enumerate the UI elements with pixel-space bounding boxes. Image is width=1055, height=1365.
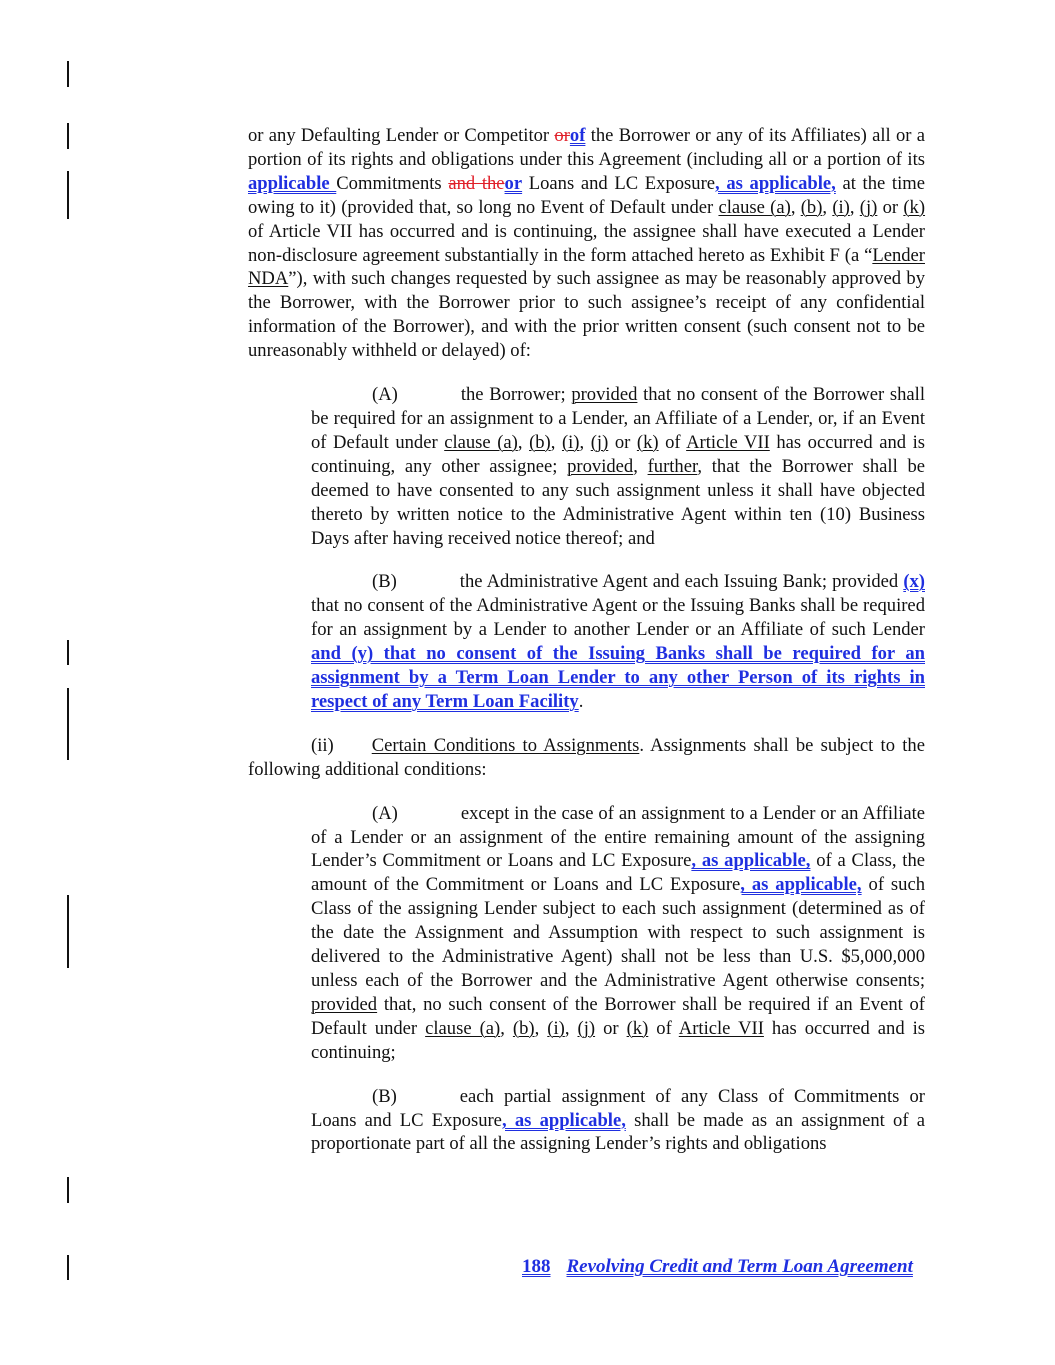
text: shall be made as an assignment of a proportionate part of all the assigning Lender’s rights and obligations	[311, 1109, 926, 1155]
article-reference: Article VII	[678, 1017, 764, 1039]
clause-reference: (b)	[512, 1017, 535, 1039]
change-bar	[67, 61, 69, 87]
clause-reference: (j)	[577, 1017, 596, 1039]
change-bar	[67, 171, 69, 219]
inserted-text: or	[504, 172, 523, 194]
inserted-text: , as applicable,	[691, 850, 811, 872]
paragraph-assignment-consent	[248, 124, 925, 363]
text: or	[608, 431, 637, 453]
inserted-text: , as applicable,	[501, 1109, 626, 1131]
defined-term: Lender NDA	[248, 244, 925, 290]
text: of such Class of the assigning Lender subject to each such assignment (determined as of the date the Assignment and Assumption with respect to such assignment is delivered to the Administrative Agent) shall not be less than U.S. $5,000,000 unless each of the Borrower and the Administrative Agent otherwise consents;	[311, 874, 926, 991]
text: .	[578, 690, 584, 712]
clause-reference: (k)	[626, 1017, 649, 1039]
inserted-text: applicable	[248, 172, 337, 194]
text: or	[877, 196, 904, 218]
item-label: (B)	[372, 571, 397, 593]
item-label: (B)	[372, 1085, 397, 1107]
clause-reference: (b)	[800, 196, 823, 218]
text: the Borrower or any of its Affiliates) all or a portion of its rights and obligations under this Agreement (including all or a portion of its	[248, 125, 925, 170]
clause-reference: (b)	[529, 431, 551, 453]
text: has occurred and is continuing;	[311, 1017, 926, 1063]
text: Commitments	[336, 172, 449, 194]
change-bar	[67, 688, 69, 760]
clause-reference: clause (a)	[425, 1017, 501, 1039]
defined-term: provided	[311, 993, 378, 1015]
document-title: Revolving Credit and Term Loan Agreement	[566, 1256, 913, 1277]
inserted-text: (x)	[903, 571, 925, 593]
inserted-text: , as applicable,	[740, 874, 862, 896]
text: has occurred and is continuing, any other assignee;	[311, 431, 926, 477]
change-bar	[67, 895, 69, 968]
defined-term: further	[647, 455, 698, 477]
text: ,	[790, 196, 801, 218]
paragraph-A-minimum-amount	[311, 802, 925, 1065]
text: that no consent of the Administrative Agent or the Issuing Banks shall be required for an assignment by a Lender to another Lender or an Affiliate of such Lender	[311, 595, 925, 641]
text: ,	[822, 196, 833, 218]
text: of Article VII has occurred and is continuing, the assignee shall have executed a Lender non-disclosure agreement substantially in the form attached hereto as Exhibit F (a “	[248, 220, 925, 266]
change-bar	[67, 1177, 69, 1203]
text: ”), with such changes requested by such assignee as may be reasonably approved by the Borrower, with the Borrower prior to such assignee’s receipt of any confidential information of the Borrower), and with the prior written consent (such consent not to be unreasonably withheld or delayed) of:	[248, 268, 925, 362]
text: Loans and LC Exposure	[522, 172, 716, 194]
change-bar	[67, 640, 69, 665]
text: at the time owing to it) (provided that, so long no Event of Default under	[248, 172, 925, 218]
text: ,	[517, 431, 530, 453]
item-label: (A)	[372, 802, 398, 824]
text: or	[595, 1017, 627, 1039]
defined-term: provided	[571, 384, 638, 406]
clause-reference: (i)	[547, 1017, 565, 1039]
text: except in the case of an assignment to a Lender or an Affiliate of a Lender or an assignment of the entire remaining amount of the assigning Lender’s Commitment or Loans and LC Exposure	[311, 802, 925, 872]
text: each partial assignment of any Class of Commitments or Loans and LC Exposure	[311, 1085, 925, 1131]
inserted-text: and (y) that no consent of the Issuing Banks shall be required for an assignment by a Term Loan Lender to any other Person of its rights in respect of any Term Loan Facility	[311, 643, 925, 712]
clause-reference: (j)	[590, 431, 609, 453]
paragraph-A-borrower-consent	[311, 383, 925, 550]
inserted-text: of	[569, 125, 586, 146]
page-footer	[522, 1256, 913, 1278]
text: ,	[564, 1017, 578, 1039]
clause-reference: clause (a)	[444, 431, 518, 453]
text: the Administrative Agent and each Issuing Bank; provided	[459, 571, 904, 593]
text: ,	[534, 1017, 548, 1039]
text: of	[658, 431, 687, 453]
text: . Assignments shall be subject to the following additional conditions:	[248, 734, 925, 780]
clause-reference: (k)	[636, 431, 659, 453]
document-page	[248, 124, 925, 1176]
defined-term: provided	[567, 455, 634, 477]
paragraph-B-agent-consent	[311, 570, 925, 713]
clause-reference: (i)	[832, 196, 850, 218]
change-bar	[67, 123, 69, 149]
item-label: (ii)	[311, 734, 334, 756]
clause-reference: (i)	[561, 431, 580, 453]
item-label: (A)	[372, 384, 398, 406]
change-bar	[67, 1255, 69, 1280]
text: ,	[633, 455, 648, 477]
text: ,	[550, 431, 562, 453]
text: , that the Borrower shall be deemed to have consented to any such assignment unless it shall have objected thereto by written notice to the Administrative Agent within ten (10) Business Days after having received notice thereof; and	[311, 455, 926, 549]
deleted-text: and the	[448, 172, 505, 194]
text: that, no such consent of the Borrower shall be required if an Event of Default under	[311, 993, 925, 1039]
inserted-text: , as applicable,	[715, 172, 836, 194]
paragraph-ii-conditions	[248, 734, 925, 782]
paragraph-B-partial-assignment	[311, 1085, 925, 1157]
text: ,	[500, 1017, 513, 1039]
text: of a Class, the amount of the Commitment or Loans and LC Exposure	[311, 850, 926, 896]
article-reference: Article VII	[686, 431, 770, 453]
page-number: 188	[522, 1256, 551, 1277]
deleted-text: or	[554, 125, 570, 146]
text: that no consent of the Borrower shall be required for an assignment to a Lender, an Affiliate of a Lender, or, if an Event of Default under	[311, 384, 926, 453]
text: of	[648, 1017, 679, 1039]
clause-reference: (j)	[859, 196, 878, 218]
text: ,	[849, 196, 860, 218]
text: or any Defaulting Lender or Competitor	[248, 125, 555, 146]
clause-reference: (k)	[903, 196, 926, 218]
section-heading: Certain Conditions to Assignments	[371, 734, 640, 756]
clause-reference: clause (a)	[718, 196, 791, 218]
text: ,	[579, 431, 591, 453]
text: the Borrower;	[460, 384, 572, 406]
